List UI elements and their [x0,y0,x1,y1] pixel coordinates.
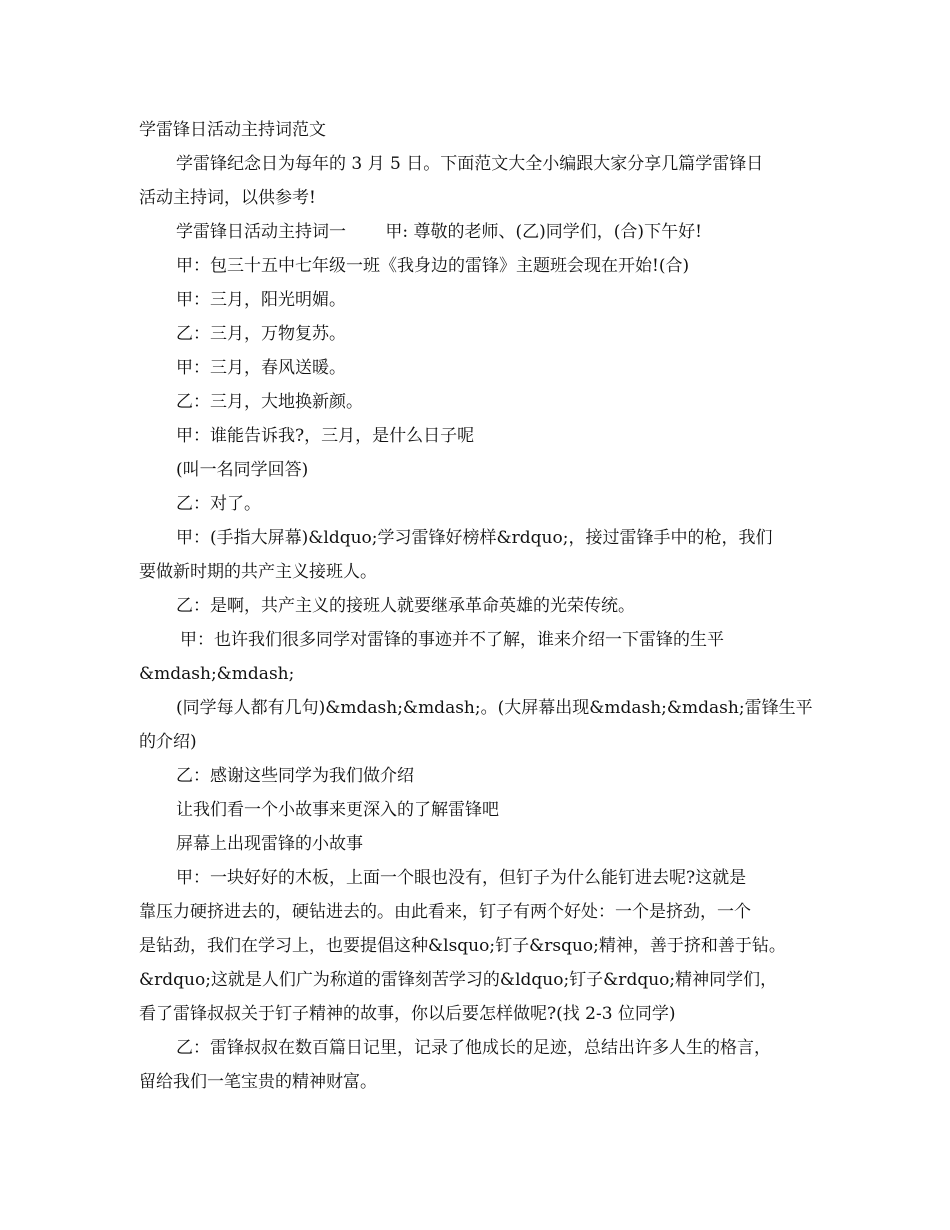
paragraph-line: 乙：感谢这些同学为我们做介绍 [176,766,414,786]
paragraph-line: 的介绍) [139,732,197,752]
paragraph-line: 甲：谁能告诉我?，三月，是什么日子呢 [176,426,475,446]
paragraph-line: 看了雷锋叔叔关于钉子精神的故事，你以后要怎样做呢?(找 2-3 位同学) [139,1004,676,1024]
paragraph-line: 甲：也许我们很多同学对雷锋的事迹并不了解，谁来介绍一下雷锋的生平 [180,630,724,650]
paragraph-line: &rdquo;这就是人们广为称道的雷锋刻苦学习的&ldquo;钉子&rdquo;精神同学们， [139,970,778,990]
paragraph-line: 靠压力硬挤进去的，硬钻进去的。由此看来，钉子有两个好处：一个是挤劲，一个 [139,902,751,922]
paragraph-line: 乙：三月，大地换新颜。 [176,392,363,412]
paragraph-line: 学雷锋纪念日为每年的 3 月 5 日。下面范文大全小编跟大家分享几篇学雷锋日 [176,154,764,174]
paragraph-line: 要做新时期的共产主义接班人。 [139,562,377,582]
paragraph-line: 甲：包三十五中七年级一班《我身边的雷锋》主题班会现在开始!(合) [176,256,690,276]
paragraph-line: 甲：一块好好的木板，上面一个眼也没有，但钉子为什么能钉进去呢?这就是 [176,868,747,888]
paragraph-line: 甲：三月，阳光明媚。 [176,290,346,310]
document-body [139,113,829,1099]
paragraph-line: 乙：雷锋叔叔在数百篇日记里，记录了他成长的足迹，总结出许多人生的格言， [176,1038,771,1058]
paragraph-line: 活动主持词，以供参考! [139,188,316,208]
document-title: 学雷锋日活动主持词范文 [139,120,326,140]
paragraph-line: 甲：(手指大屏幕)&ldquo;学习雷锋好榜样&rdquo;，接过雷锋手中的枪，我们 [176,528,773,548]
paragraph-line: (同学每人都有几句)&mdash;&mdash;。(大屏幕出现&mdash;&mdash;雷锋生平 [176,698,813,718]
paragraph-line: (叫一名同学回答) [176,460,309,480]
paragraph-line: 学雷锋日活动主持词一 甲: 尊敬的老师、(乙)同学们，(合)下午好! [176,222,702,242]
paragraph-line: 让我们看一个小故事来更深入的了解雷锋吧 [176,800,499,820]
paragraph-line: 乙：三月，万物复苏。 [176,324,346,344]
paragraph-line: &mdash;&mdash; [139,664,295,684]
paragraph-line: 屏幕上出现雷锋的小故事 [176,834,363,854]
paragraph-line: 甲：三月，春风送暖。 [176,358,346,378]
paragraph-line: 是钻劲，我们在学习上，也要提倡这种&lsquo;钉子&rsquo;精神，善于挤和善于钻。 [139,936,786,956]
paragraph-line: 留给我们一笔宝贵的精神财富。 [139,1072,377,1092]
paragraph-line: 乙：对了。 [176,494,261,514]
paragraph-line: 乙：是啊，共产主义的接班人就要继承革命英雄的光荣传统。 [176,596,635,616]
